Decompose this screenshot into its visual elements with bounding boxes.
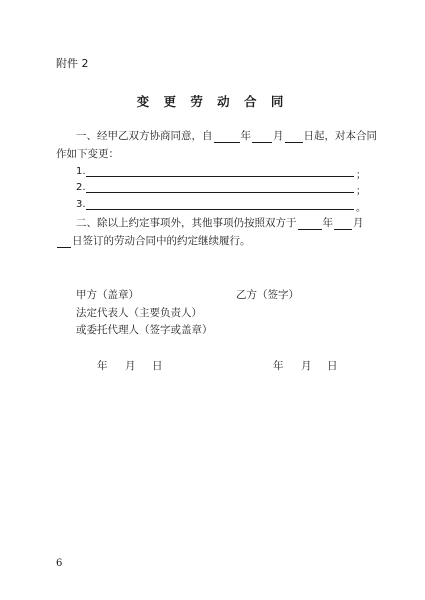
clause-1-month-blank[interactable] [252, 131, 272, 143]
clause-2-line-2 [56, 233, 251, 248]
change-item-number: 2. [76, 182, 86, 193]
change-item-end: 。 [356, 203, 366, 214]
party-b-signature: 乙方（签字） [236, 289, 299, 301]
clause-1-day-blank[interactable] [285, 131, 303, 143]
date-day: 日 [327, 360, 338, 372]
document-title: 变 更 劳 动 合 同 [136, 94, 289, 109]
clause-1-line-1 [76, 128, 377, 143]
clause-2-year-blank[interactable] [298, 218, 322, 230]
date-month: 月 [301, 360, 312, 372]
change-item-number: 3. [76, 199, 86, 210]
party-a-seal: 甲方（盖章） [76, 289, 139, 301]
clause-2-month: 月 [353, 217, 364, 229]
clause-2-month-blank[interactable] [334, 218, 352, 230]
clause-1-month: 月 [273, 130, 284, 142]
clause-2-line-1 [76, 215, 364, 230]
legal-representative: 法定代表人（主要负责人） [76, 307, 202, 319]
clause-2-day-blank[interactable] [57, 236, 71, 248]
clause-1-year-blank[interactable] [214, 131, 240, 143]
change-item-blank[interactable] [86, 192, 354, 193]
clause-1-line-2: 作如下变更： [56, 148, 119, 160]
attachment-label: 附件 2 [56, 57, 89, 70]
date-month: 月 [125, 360, 136, 372]
date-year: 年 [273, 360, 284, 372]
clause-2-prefix: 二、除以上约定事项外，其他事项仍按照双方于 [76, 217, 297, 229]
date-year: 年 [97, 360, 108, 372]
change-item-end: ； [356, 170, 366, 181]
change-item-number: 1. [76, 166, 86, 177]
authorized-agent: 或委托代理人（签字或盖章） [76, 324, 213, 336]
change-item-blank[interactable] [86, 176, 354, 177]
clause-1-year: 年 [240, 130, 251, 142]
clause-1-prefix: 一、经甲乙双方协商同意，自 [76, 130, 213, 142]
page-number: 6 [56, 558, 63, 569]
change-item-blank[interactable] [86, 209, 354, 210]
clause-2-year: 年 [322, 217, 333, 229]
clause-1-day-suffix: 日起，对本合同 [303, 130, 377, 142]
change-item-end: ； [356, 186, 366, 197]
clause-2-line-2-text: 日签订的劳动合同中的约定继续履行。 [72, 235, 251, 247]
date-day: 日 [152, 360, 163, 372]
